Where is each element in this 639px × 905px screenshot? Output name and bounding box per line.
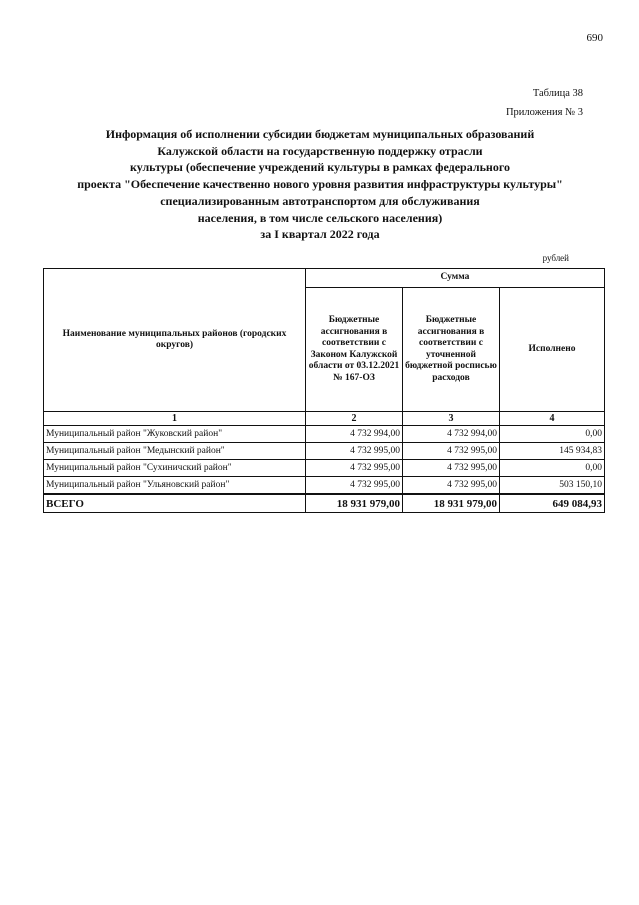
col-number: 4 xyxy=(500,412,605,426)
title-line: населения, в том числе сельского населения) xyxy=(197,210,443,225)
total-done: 649 084,93 xyxy=(500,494,605,513)
subsidy-table xyxy=(43,268,605,513)
law-amount: 4 732 994,00 xyxy=(306,426,403,443)
table-row xyxy=(44,426,605,443)
law-amount: 4 732 995,00 xyxy=(306,460,403,477)
col-number: 3 xyxy=(403,412,500,426)
list-amount: 4 732 995,00 xyxy=(403,477,500,495)
title-line: Информация об исполнении субсидии бюджетам муниципальных образований xyxy=(105,127,535,141)
done-amount: 145 934,83 xyxy=(500,443,605,460)
header-law: Бюджетные ассигнования в соответствии с Законом Калужской области от 03.12.2021 № 167-ОЗ xyxy=(306,288,403,412)
title-line: специализированным автотранспортом для обслуживания xyxy=(160,193,480,208)
header-sum: Сумма xyxy=(306,269,605,288)
done-amount: 0,00 xyxy=(500,426,605,443)
total-label: ВСЕГО xyxy=(44,494,306,513)
table-row xyxy=(44,443,605,460)
table-row xyxy=(44,460,605,477)
col-number: 2 xyxy=(306,412,403,426)
law-amount: 4 732 995,00 xyxy=(306,443,403,460)
page-number: 690 xyxy=(586,32,603,44)
total-list: 18 931 979,00 xyxy=(403,494,500,513)
done-amount: 503 150,10 xyxy=(500,477,605,495)
document-title xyxy=(20,126,620,243)
done-amount: 0,00 xyxy=(500,460,605,477)
table-label: Таблица 38 xyxy=(532,88,583,99)
header-row xyxy=(44,269,605,288)
district-name: Муниципальный район "Сухиничский район" xyxy=(44,460,306,477)
header-done: Исполнено xyxy=(500,288,605,412)
title-line: проекта "Обеспечение качественно нового уровня развития инфраструктуры культуры" xyxy=(77,177,563,192)
total-row xyxy=(44,494,605,513)
title-line: Калужской области на государственную поддержку отрасли xyxy=(157,143,483,158)
district-name: Муниципальный район "Жуковский район" xyxy=(44,426,306,443)
col-number: 1 xyxy=(44,412,306,426)
title-line: за I квартал 2022 года xyxy=(260,227,380,242)
appendix-label: Приложения № 3 xyxy=(505,107,583,118)
district-name: Муниципальный район "Медынский район" xyxy=(44,443,306,460)
header-name: Наименование муниципальных районов (городских округов) xyxy=(44,269,306,412)
title-line: культуры (обеспечение учреждений культуры в рамках федерального xyxy=(130,160,510,175)
law-amount: 4 732 995,00 xyxy=(306,477,403,495)
list-amount: 4 732 995,00 xyxy=(403,443,500,460)
total-law: 18 931 979,00 xyxy=(306,494,403,513)
units-label: рублей xyxy=(542,253,569,263)
list-amount: 4 732 995,00 xyxy=(403,460,500,477)
header-list: Бюджетные ассигнования в соответствии с уточненной бюджетной росписью расходов xyxy=(403,288,500,412)
list-amount: 4 732 994,00 xyxy=(403,426,500,443)
district-name: Муниципальный район "Ульяновский район" xyxy=(44,477,306,495)
table-row xyxy=(44,477,605,495)
column-number-row xyxy=(44,412,605,426)
